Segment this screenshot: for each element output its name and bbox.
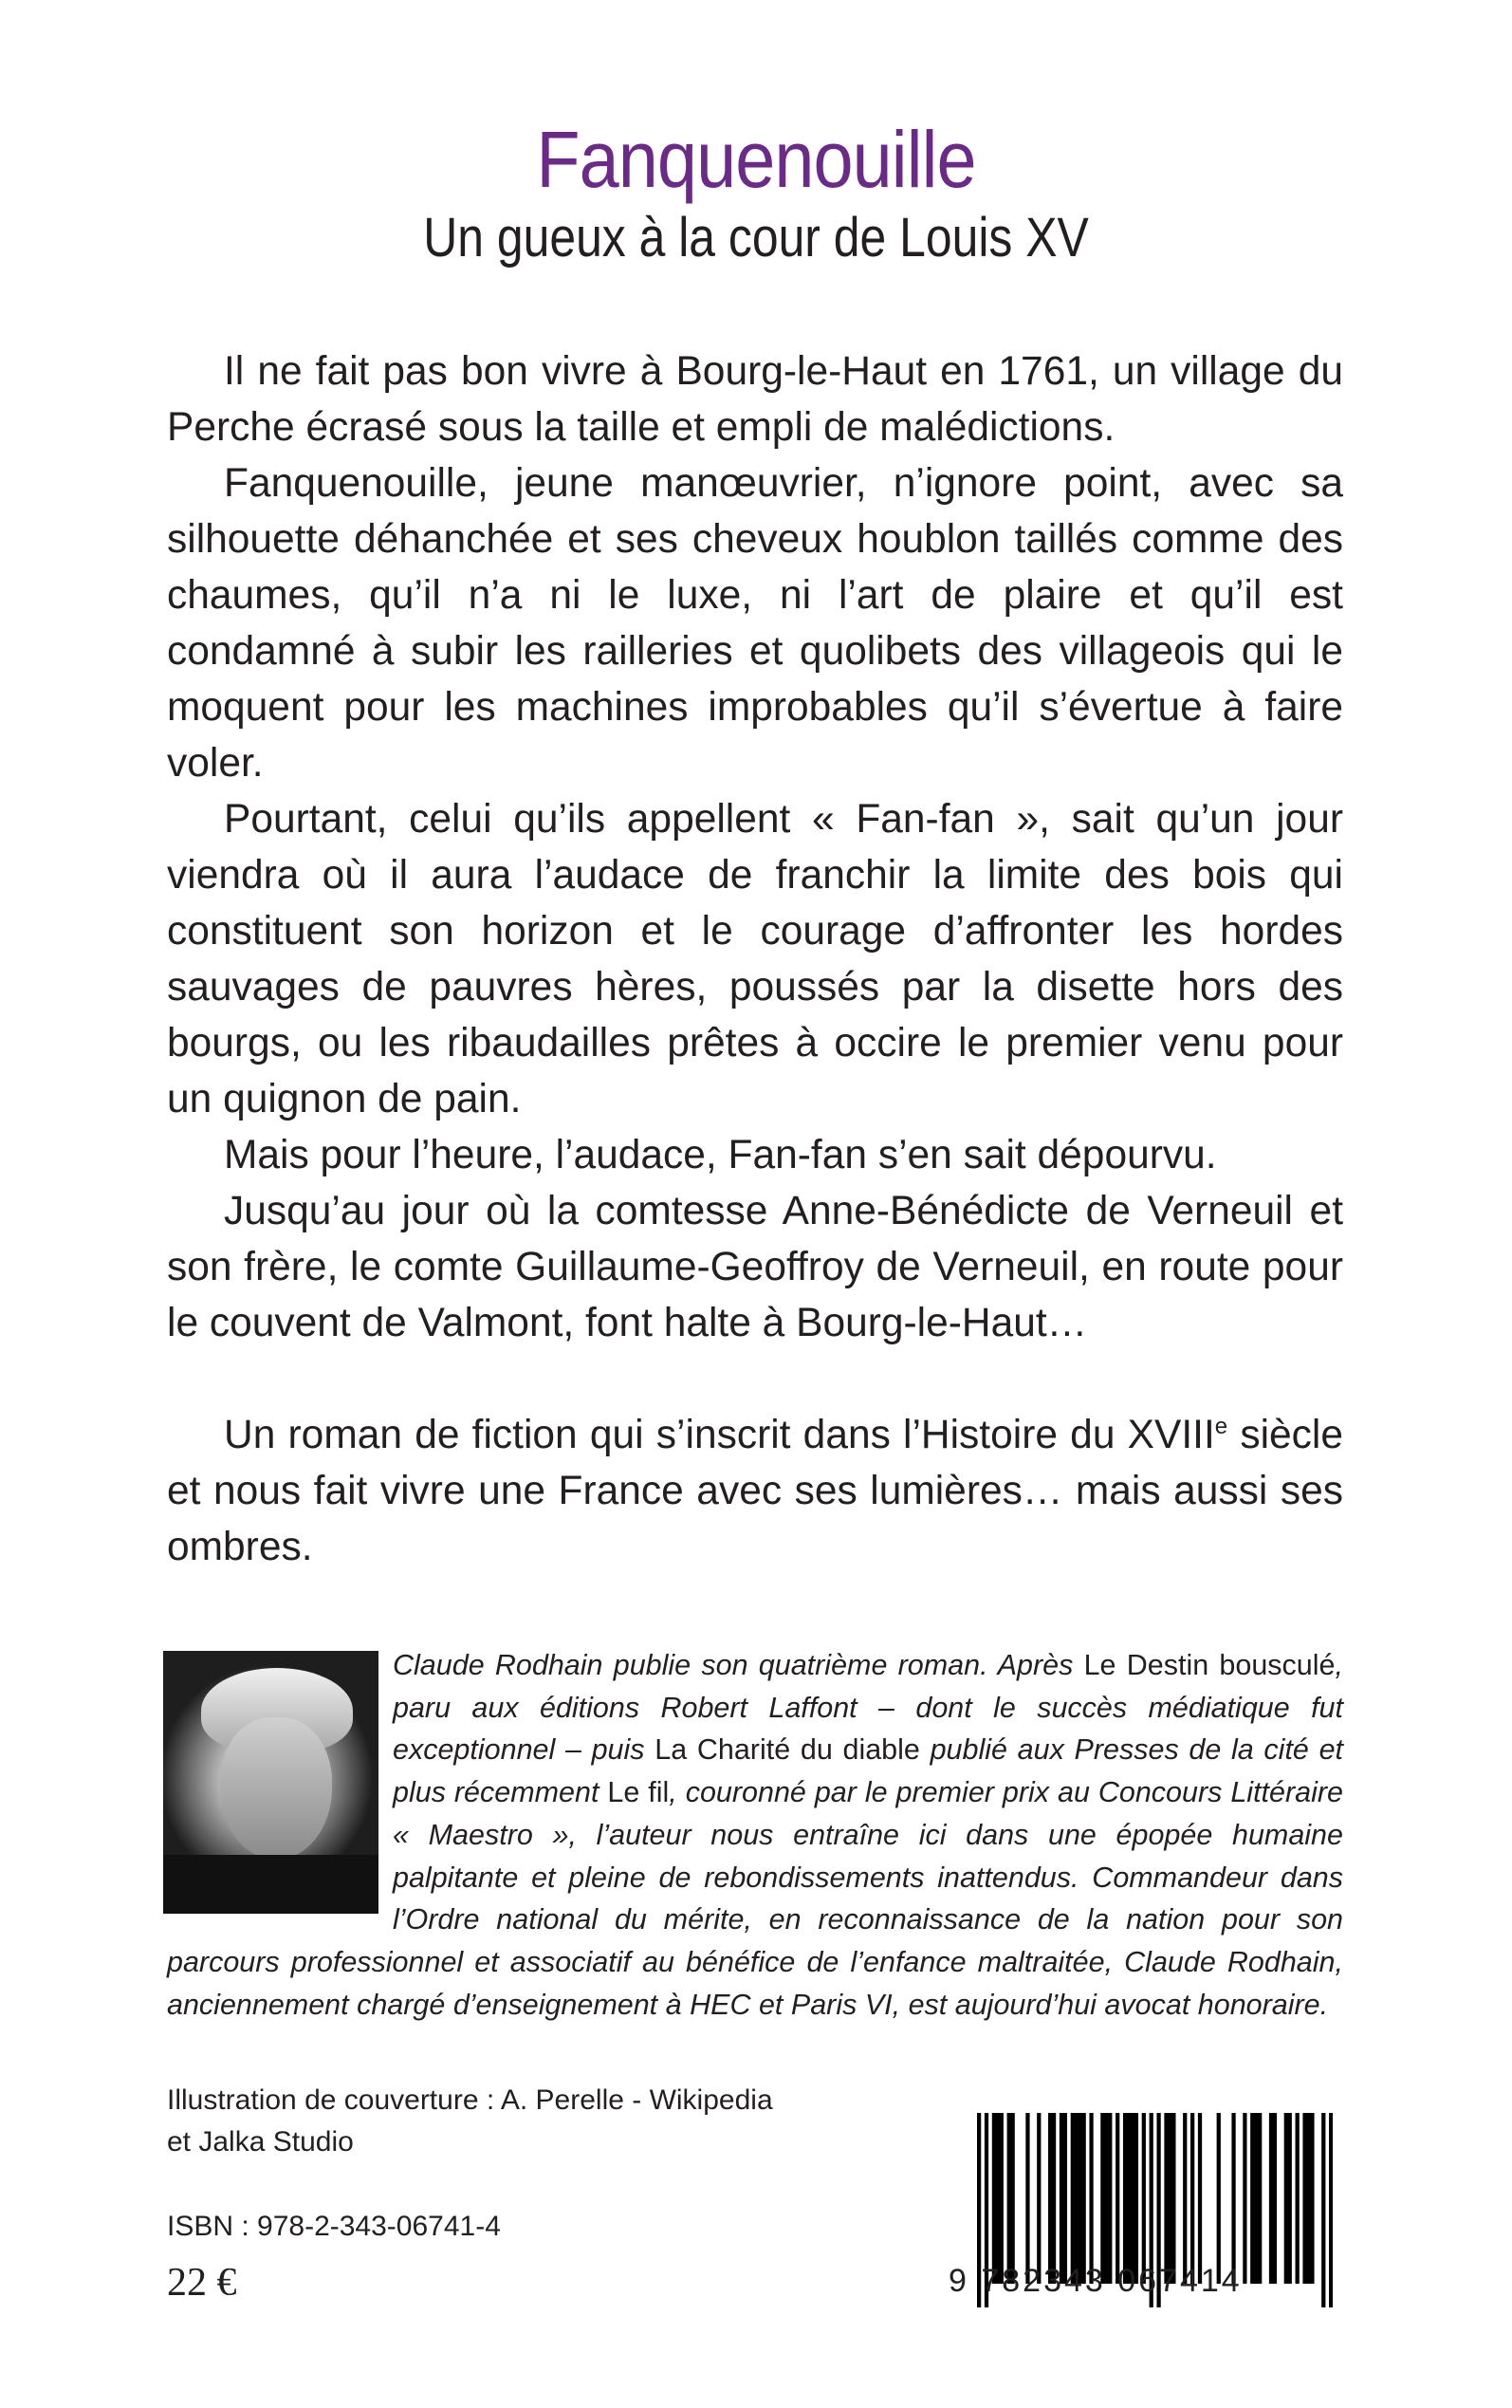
blurb-paragraph: Fanquenouille, jeune manœuvrier, n’ignore point, avec sa silhouette déhanchée et ses cheveux houblon taillés comme des chaumes, qu’il n’a ni le luxe, ni l’art de plaire et qu’il est condamné à subir les railleries et quolibets des villageois qui le moquent pour les machines improbables qu’il s’évertue à faire voler. [167,461,1343,786]
barcode-bar [1127,2113,1131,2284]
book-title-1: Le Destin bousculé [1083,1649,1336,1681]
book-title-3: Le fil [607,1776,670,1809]
barcode-bar [1079,2113,1082,2284]
barcode-bar [1104,2113,1108,2284]
barcode-bar [1306,2113,1310,2284]
barcode-bar [1142,2113,1146,2284]
bio-text: , paru aux éditions Robert Laffont – dont le succès médiatique fut exceptionnel – puis [393,1649,1343,1767]
barcode-bar [1269,2113,1273,2284]
barcode-bar [1258,2113,1262,2284]
barcode-bar [1063,2113,1067,2284]
credits-line: Illustration de couverture : A. Perelle - Wikipedia [167,2084,773,2116]
barcode-bar [1296,2113,1300,2284]
barcode-bar [1108,2113,1112,2284]
barcode-bar [1075,2113,1079,2284]
blurb-paragraph: Mais pour l’heure, l’audace, Fan-fan s’en sait dépourvu. [224,1133,1217,1177]
barcode-bar [1060,2113,1063,2284]
isbn-label: ISBN : 978-2-343-06741-4 [167,2211,501,2242]
barcode-bar [1217,2113,1221,2284]
barcode-bar [1254,2113,1258,2284]
price-label: 22 € [167,2261,237,2305]
blurb-closing-text: Un roman de fiction qui s’inscrit dans l’Histoire du XVIII [224,1413,1215,1457]
barcode-bar [1284,2113,1288,2284]
barcode-bar [1198,2113,1202,2284]
barcode-bar [1243,2113,1246,2284]
barcode-bar [1052,2113,1056,2284]
barcode-bar [1288,2113,1292,2284]
barcode-bar [996,2113,1000,2284]
barcode-bar [1250,2113,1254,2284]
bio-text: Claude Rodhain publie son quatrième roman. Après [393,1649,1084,1681]
barcode-bar [1131,2113,1134,2284]
barcode-bar [1134,2113,1138,2284]
barcode-bar [1273,2113,1277,2284]
back-cover-blurb [167,343,1343,1575]
barcode-bar [1048,2113,1052,2284]
barcode-bar [1037,2113,1041,2284]
barcode-bar [1168,2113,1171,2284]
bio-text: , couronné par le premier prix au Concours Littéraire « Maestro », l’auteur nous entraîne ici dans une épopée humaine palpitante et pleine de rebondissements inattendus. Commandeur dans l’Ordre national du mérite, en reconnaissance de la nation pour son parcours professionnel et associatif au bénéfice de l’enfance maltraitée, Claude Rodhain, anciennement chargé d’enseignement à HEC et Paris VI, est aujourd’hui avocat honoraire. [167,1776,1343,2021]
barcode-bar [1231,2113,1235,2284]
barcode-bar [1183,2113,1187,2284]
blurb-paragraph: Jusqu’au jour où la comtesse Anne-Bénédicte de Verneuil et son frère, le comte Guillaume-Geoffroy de Verneuil, en route pour le couvent de Valmont, font halte à Bourg-le-Haut… [167,1189,1343,1345]
barcode-bar [1011,2113,1015,2284]
barcode-bar [1310,2113,1314,2284]
barcode-bar [992,2113,996,2284]
blurb-closing-text-end: siècle et nous fait vivre une France avec ses lumières… mais aussi ses ombres. [167,1413,1343,1569]
author-bio [167,1644,1343,2026]
barcode-bar [1100,2113,1104,2284]
book-title-2: La Charité du diable [655,1733,920,1767]
cover-credits [167,2080,773,2163]
barcode-bar [1116,2113,1119,2284]
barcode-bar [1089,2113,1093,2284]
blurb-paragraph: Pourtant, celui qu’ils appellent « Fan-fan », sait qu’un jour viendra où il aura l’audace de franchir la limite des bois qui constituent son horizon et le courage d’affronter les hordes sauvages de pauvres hères, poussés par la disette hors des bourgs, ou les ribaudailles prêtes à occire le premier venu pour un quignon de pain. [167,797,1343,1121]
barcode-bar [1071,2113,1075,2284]
barcode-number: 9 782343 067414 [949,2263,1243,2299]
book-title: Fanquenouille [536,115,976,204]
barcode-bar [1082,2113,1086,2284]
barcode-bar [1302,2113,1306,2284]
century-superscript: e [1214,1413,1228,1439]
barcode-bar [1190,2113,1194,2284]
blurb-paragraph: Il ne fait pas bon vivre à Bourg-le-Haut en 1761, un village du Perche écrasé sous la taille et empli de malédictions. [167,349,1343,450]
bio-text: publié aux Presses de la cité et plus récemment [393,1733,1344,1809]
book-subtitle: Un gueux à la cour de Louis XV [423,207,1089,269]
barcode-bar [1164,2113,1168,2284]
barcode-bar [1123,2113,1127,2284]
barcode-bar [1000,2113,1004,2284]
blurb-closing-paragraph [167,1407,1343,1575]
barcode-bar [1007,2113,1011,2284]
barcode-bar [1025,2113,1029,2284]
barcode-bar [1171,2113,1175,2284]
credits-line: et Jalka Studio [167,2126,354,2158]
